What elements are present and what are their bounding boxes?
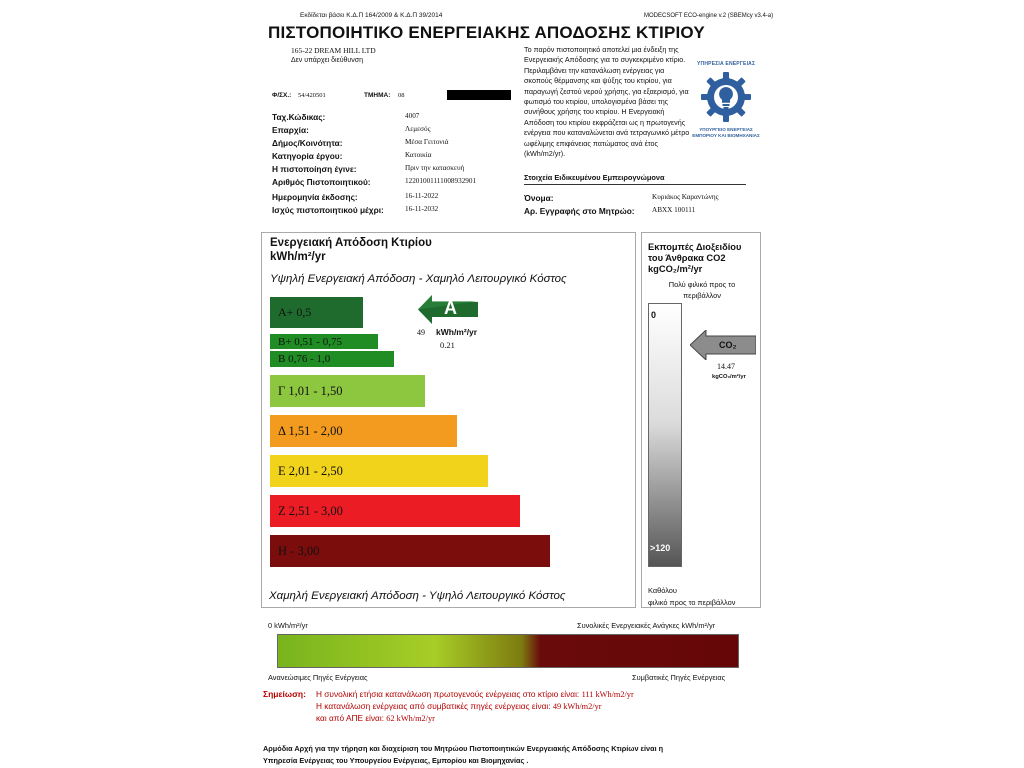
energy-class-label: Γ 1,01 - 1,50 xyxy=(278,383,343,398)
info-value: 12201001111008932901 xyxy=(405,177,477,185)
co2-value: 14.47 xyxy=(717,362,735,371)
note-renewable-value: 62 kWh/m2/yr xyxy=(386,714,435,723)
co2-panel-title xyxy=(648,242,741,275)
info-row xyxy=(272,112,518,125)
expert-reg-value: ABXX 100111 xyxy=(652,206,696,214)
band-total-label: Συνολικές Ενεργειακές Ανάγκες kWh/m²/yr xyxy=(577,621,716,630)
energy-panel-title xyxy=(270,237,432,264)
expert-reg-label: Αρ. Εγγραφής στο Μητρώο: xyxy=(524,206,635,216)
low-efficiency-caption: Χαμηλή Ενεργειακή Απόδοση - Υψηλό Λειτουργικό Κόστος xyxy=(269,590,566,602)
band-min-label: 0 kWh/m²/yr xyxy=(268,621,308,630)
energy-service-logo-icon xyxy=(698,69,754,125)
info-label: Ισχύς πιστοποιητικού μέχρι: xyxy=(272,205,384,215)
energy-class-bar xyxy=(270,455,488,487)
legal-basis: Εκδίδεται βάσει Κ.Δ.Π 164/2009 & Κ.Δ.Π 39/2014 xyxy=(300,12,443,19)
info-row xyxy=(272,151,518,164)
logo-subtitle xyxy=(682,127,770,139)
energy-class-label: Β 0,76 - 1,0 xyxy=(278,353,331,365)
section-value: 08 xyxy=(398,92,405,99)
logo-subtitle-line2: ΕΜΠΟΡΙΟΥ ΚΑΙ ΒΙΟΜΗΧΑΝΙΑΣ xyxy=(692,133,760,138)
info-row xyxy=(272,192,518,205)
info-value: 4007 xyxy=(405,112,420,120)
rating-unit: kWh/m²/yr xyxy=(436,327,478,337)
co2-gradient-scale xyxy=(648,303,682,567)
note-total-text: Η συνολική ετήσια κατανάλωση πρωτογενούς ενέργειας στο κτίριο είναι: xyxy=(316,689,580,699)
owner-address: Δεν υπάρχει διεύθυνση xyxy=(291,57,363,64)
co2-unfriendly-line1: Καθόλου xyxy=(648,586,677,595)
info-row xyxy=(272,205,518,218)
info-label: Αριθμός Πιστοποιητικού: xyxy=(272,177,371,187)
co2-scale-max: >120 xyxy=(650,543,671,553)
info-value: Λεμεσός xyxy=(405,125,431,133)
expert-name-value: Κυριάκος Καραντώνης xyxy=(652,193,719,201)
expert-name-row xyxy=(524,193,754,206)
co2-title-line2: του Άνθρακα CO2 xyxy=(648,253,726,263)
info-row xyxy=(272,125,518,138)
logo-title: ΥΠΗΡΕΣΙΑ ΕΝΕΡΓΕΙΑΣ xyxy=(697,61,756,67)
expert-reg-row xyxy=(524,206,754,219)
energy-source-gradient-bar xyxy=(277,634,739,668)
co2-unit: kgCO₂/m²/yr xyxy=(712,374,746,380)
owner-name: 165-22 DREAM HILL LTD xyxy=(291,46,376,55)
energy-class-bar xyxy=(270,375,425,407)
rating-ratio: 0.21 xyxy=(440,340,455,350)
rating-value: 49 xyxy=(417,328,425,337)
energy-class-bar xyxy=(270,535,550,567)
info-label: Κατηγορία έργου: xyxy=(272,151,343,161)
energy-class-label: Η - 3,00 xyxy=(278,543,320,558)
co2-unfriendly-caption xyxy=(648,585,735,608)
co2-arrow-label: CO₂ xyxy=(719,340,737,350)
info-value: 16-11-2022 xyxy=(405,192,439,200)
note-conventional-text: Η κατανάλωση ενέργειας από συμβατικές πηγές ενέργειας είναι: xyxy=(316,701,551,711)
co2-unfriendly-line2: φιλικό προς το περιβάλλον xyxy=(648,597,736,607)
energy-class-label: Δ 1,51 - 2,00 xyxy=(278,423,343,438)
footer-line2: Υπηρεσία Ενέργειας του Υπουργείου Ενέργειας, Εμπορίου και Βιομηχανίας . xyxy=(263,756,529,765)
energy-class-label: Ζ 2,51 - 3,00 xyxy=(278,503,343,518)
co2-friendly-line2: περιβάλλον xyxy=(683,290,721,300)
energy-panel-title-line1: Ενεργειακή Απόδοση Κτιρίου xyxy=(270,237,432,249)
info-row xyxy=(272,177,518,190)
software-engine: MODECSOFT ECO-engine v.2 (SBEMcy v3.4-a) xyxy=(644,13,774,19)
co2-friendly-caption xyxy=(654,280,750,301)
note-line-renewable xyxy=(316,713,435,723)
section-label: ΤΜΗΜΑ: xyxy=(364,92,391,99)
conventional-sources-label: Συμβατικές Πηγές Ενέργειας xyxy=(632,673,726,682)
energy-class-bar xyxy=(270,495,520,527)
info-value: 16-11-2032 xyxy=(405,205,439,213)
info-label: Η πιστοποίηση έγινε: xyxy=(272,164,357,174)
redacted-block xyxy=(447,90,511,100)
energy-class-bar xyxy=(270,297,363,328)
energy-class-label: Β+ 0,51 - 0,75 xyxy=(278,335,342,348)
renewable-sources-label: Ανανεώσιμες Πηγές Ενέργειας xyxy=(268,673,368,682)
co2-title-unit: kgCO₂/m²/yr xyxy=(648,264,703,274)
info-row xyxy=(272,164,518,177)
energy-class-bar xyxy=(270,351,394,367)
energy-class-label: Ε 2,01 - 2,50 xyxy=(278,463,343,478)
certificate-title: ΠΙΣΤΟΠΟΙΗΤΙΚΟ ΕΝΕΡΓΕΙΑΚΗΣ ΑΠΟΔΟΣΗΣ ΚΤΙΡΙΟΥ xyxy=(268,23,705,42)
expert-name-label: Όνομα: xyxy=(524,193,554,203)
competent-authority-footer xyxy=(263,743,733,767)
co2-scale-min: 0 xyxy=(651,310,657,320)
energy-class-bar xyxy=(270,334,378,349)
note-label: Σημείωση: xyxy=(263,689,306,699)
info-value: Πριν την κατασκευή xyxy=(405,164,465,172)
info-value: Μέσα Γειτονιά xyxy=(405,138,449,146)
expert-section-title: Στοιχεία Ειδικευμένου Εμπειρογνώμονα xyxy=(524,173,746,185)
logo-subtitle-line1: ΥΠΟΥΡΓΕΙΟ ΕΝΕΡΓΕΙΑΣ xyxy=(699,127,753,132)
info-label: Ημερομηνία έκδοσης: xyxy=(272,192,358,202)
file-value: 54/420501 xyxy=(298,92,326,99)
info-label: Δήμος/Κοινότητα: xyxy=(272,138,343,148)
footer-line1: Αρμόδια Αρχή για την τήρηση και διαχείριση του Μητρώου Πιστοποιητικών Ενεργειακής Απόδοσης Κτιρίων είναι η xyxy=(263,744,664,753)
note-conventional-value: 49 kWh/m2/yr xyxy=(552,702,602,711)
info-row xyxy=(272,138,518,151)
note-total-value: 111 kWh/m2/yr xyxy=(581,690,634,699)
note-line-conventional xyxy=(316,701,601,711)
co2-friendly-line1: Πολύ φιλικό προς το xyxy=(668,280,736,289)
file-label: Φ/ΣΧ.: xyxy=(272,92,292,99)
note-line-total xyxy=(316,689,634,699)
high-efficiency-caption: Υψηλή Ενεργειακή Απόδοση - Χαμηλό Λειτουργικό Κόστος xyxy=(270,273,567,285)
rating-letter: A xyxy=(444,298,457,318)
certificate-description: Το παρόν πιστοποιητικό αποτελεί μια ένδειξη της Ενεργειακής Απόδοσης για το συγκεκριμένο κτίριο. Περιλαμβάνει την κατανάλωση ενέργειας για σκοπούς θέρμανσης και ψύξης του κτιρίου, για παραγωγή ζεστού νερού χρήσης, για εξαερισμό, για φωτισμό του κτιρίου, υπολογισμένα βάσει της συνήθους χρήσης του κτιρίου. Η Ενεργειακή Απόδοση του κτιρίου εκφράζεται ως η πρωτογενής ενέργεια που καταναλώνεται ανά τετραγωνικό μέτρο ωφέλιμης επιφάνειας πατώματος ανά έτος (kWh/m2/yr). xyxy=(524,45,690,159)
info-value: Κατοικία xyxy=(405,151,432,159)
note-renewable-text: και από ΑΠΕ είναι: xyxy=(316,713,384,723)
co2-title-line1: Εκπομπές Διοξειδίου xyxy=(648,242,742,252)
energy-class-label: Α+ 0,5 xyxy=(278,305,312,319)
info-label: Ταχ.Κώδικας: xyxy=(272,112,326,122)
info-label: Επαρχία: xyxy=(272,125,309,135)
energy-panel-title-unit: kWh/m²/yr xyxy=(270,250,326,263)
energy-class-bar xyxy=(270,415,457,447)
